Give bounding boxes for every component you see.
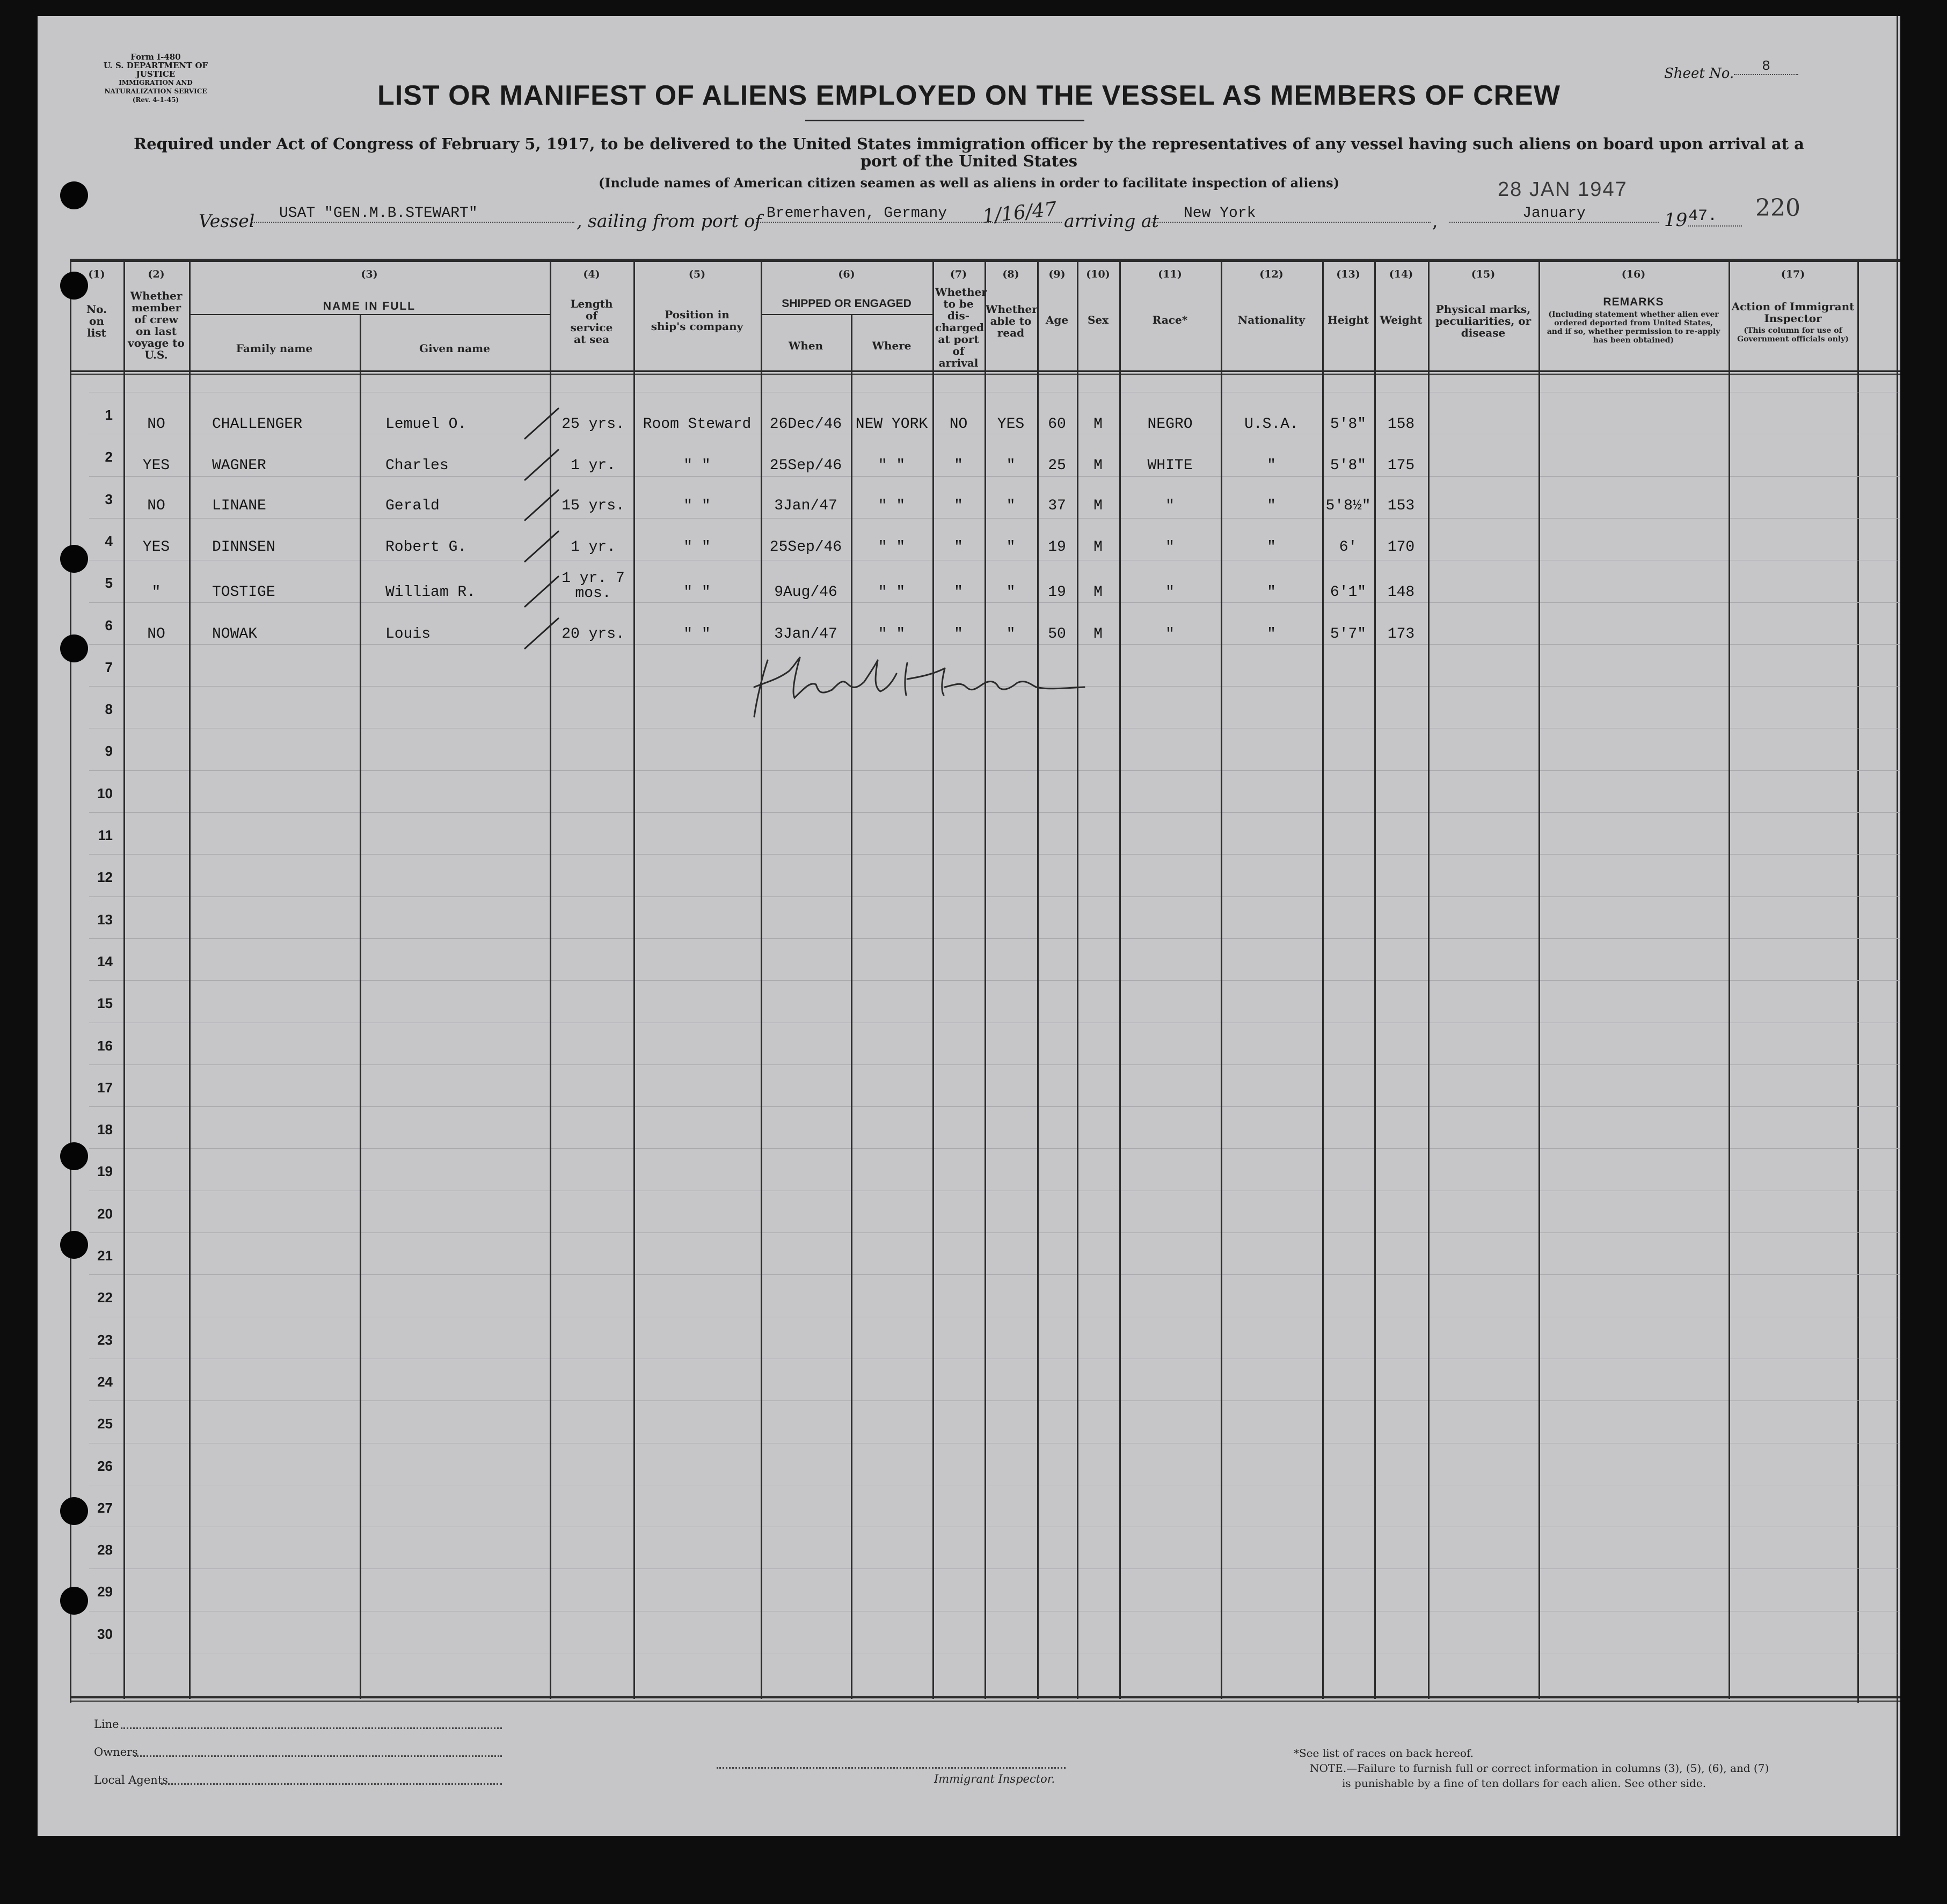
- height-cell: 5'7": [1330, 626, 1367, 643]
- height-cell: 5'8½": [1325, 498, 1371, 514]
- subtitle: [91, 135, 1847, 170]
- form-revision: (Rev. 4-1-45): [132, 96, 179, 104]
- header-height: Height: [1328, 313, 1369, 326]
- binder-hole: [60, 272, 88, 300]
- header-remarks-note: (Including statement whether alien ever ordered deported from United States, and if so, whether permission to re-apply has been obtained): [1547, 310, 1720, 345]
- shipped-when-cell: 25Sep/46: [769, 457, 842, 474]
- discharged-cell: ": [954, 457, 963, 474]
- line-number: 30: [97, 1625, 113, 1642]
- arriving-label: arriving at: [1064, 210, 1159, 231]
- colnum-14: (14): [1389, 268, 1413, 280]
- title-underline: [805, 120, 1084, 121]
- race-cell: ": [1165, 498, 1175, 514]
- colnum-5: (5): [688, 268, 706, 280]
- check-mark-icon: [521, 573, 564, 611]
- length-of-service-cell: 20 yrs.: [562, 626, 625, 643]
- position-cell: Room Steward: [643, 416, 752, 433]
- crew-last-voyage-cell: NO: [147, 498, 165, 514]
- shipped-header-split: [761, 314, 932, 315]
- page-title: LIST OR MANIFEST OF ALIENS EMPLOYED ON THE VESSEL AS MEMBERS OF CREW: [377, 80, 1560, 111]
- binder-hole: [60, 1497, 88, 1525]
- col-divider-12: [1322, 260, 1324, 1699]
- sex-cell: M: [1093, 416, 1103, 433]
- header-sex: Sex: [1087, 313, 1109, 326]
- header-race: Race*: [1152, 313, 1188, 326]
- colnum-7: (7): [950, 268, 967, 280]
- signature-stroke: [793, 658, 832, 698]
- check-mark-icon: [521, 528, 564, 566]
- weight-cell: 158: [1387, 416, 1415, 433]
- col-divider-1: [123, 260, 125, 1699]
- sex-cell: M: [1093, 584, 1103, 601]
- binder-hole: [60, 1587, 88, 1615]
- shipped-where-cell: NEW YORK: [855, 416, 928, 433]
- signature-stroke: [945, 682, 1084, 690]
- signature-stroke: [876, 660, 896, 691]
- age-cell: 37: [1048, 498, 1066, 514]
- header-family-name: Family name: [236, 342, 313, 355]
- colnum-1: (1): [88, 268, 105, 280]
- able-to-read-cell: ": [1006, 626, 1016, 643]
- header-discharged: Whether to be dis-charged at port of arrival: [935, 286, 987, 369]
- length-of-service-cell: 25 yrs.: [562, 416, 625, 433]
- nationality-cell: U.S.A.: [1244, 416, 1299, 433]
- weight-cell: 175: [1387, 457, 1415, 474]
- colnum-2: (2): [148, 268, 165, 280]
- nationality-cell: ": [1267, 457, 1276, 474]
- binder-hole: [60, 1142, 88, 1170]
- position-cell: " ": [683, 539, 711, 556]
- family-name-cell: TOSTIGE: [212, 584, 275, 601]
- date-stamp: 28 JAN 1947: [1498, 178, 1628, 201]
- shipped-where-cell: " ": [878, 626, 906, 643]
- family-name-cell: CHALLENGER: [212, 416, 303, 433]
- line-number: 5: [105, 575, 113, 592]
- nationality-cell: ": [1267, 498, 1276, 514]
- line-number: 24: [97, 1373, 113, 1390]
- discharged-cell: ": [954, 584, 963, 601]
- line-number: 16: [97, 1037, 113, 1054]
- length-of-service-cell: 1 yr.: [570, 457, 616, 474]
- footer-owners-field: [134, 1755, 502, 1757]
- year-suffix: 47.: [1688, 207, 1742, 227]
- age-cell: 50: [1048, 626, 1066, 643]
- crew-last-voyage-cell: NO: [147, 626, 165, 643]
- inspector-signature-line: [717, 1767, 1066, 1769]
- line-number: 21: [97, 1248, 113, 1264]
- shipped-where-cell: " ": [878, 498, 906, 514]
- shipped-when-cell: 25Sep/46: [769, 539, 842, 556]
- check-mark-icon: [521, 447, 564, 484]
- line-number: 12: [97, 869, 113, 886]
- name-subdivider: [360, 314, 361, 1699]
- family-name-cell: LINANE: [212, 498, 266, 514]
- line-number: 3: [105, 491, 113, 507]
- line-number: 10: [97, 785, 113, 801]
- colnum-13: (13): [1336, 268, 1360, 280]
- crew-last-voyage-cell: YES: [142, 539, 170, 556]
- crew-last-voyage-cell: YES: [142, 457, 170, 474]
- line-number: 19: [97, 1163, 113, 1180]
- crew-last-voyage-cell: NO: [147, 416, 165, 433]
- sex-cell: M: [1093, 539, 1103, 556]
- header-crew-last-voyage: Whether member of crew on last voyage to U.S.: [128, 289, 185, 361]
- colnum-9: (9): [1048, 268, 1066, 280]
- colnum-3: (3): [361, 268, 378, 280]
- nationality-cell: ": [1267, 626, 1276, 643]
- footer-agents-field: [161, 1783, 502, 1785]
- sex-cell: M: [1093, 498, 1103, 514]
- colnum-17: (17): [1781, 268, 1805, 280]
- given-name-cell: William R.: [385, 584, 476, 601]
- stamp-number: 220: [1755, 194, 1800, 222]
- able-to-read-cell: ": [1006, 539, 1016, 556]
- signature-stroke: [905, 663, 945, 695]
- line-number: 26: [97, 1457, 113, 1474]
- line-number: 11: [98, 827, 113, 843]
- able-to-read-cell: YES: [997, 416, 1025, 433]
- height-cell: 5'8": [1330, 416, 1367, 433]
- comma-separator: ,: [1432, 210, 1438, 231]
- line-number: 25: [97, 1416, 113, 1432]
- header-action-note: (This column for use of Government officials only): [1737, 326, 1849, 344]
- subtitle-line2: port of the United States: [860, 152, 1078, 170]
- arrival-month: January: [1449, 205, 1659, 223]
- check-mark-icon: [521, 615, 564, 653]
- line-number: 20: [97, 1205, 113, 1222]
- race-cell: ": [1165, 626, 1175, 643]
- colnum-11: (11): [1158, 268, 1182, 280]
- line-number: 2: [105, 449, 113, 465]
- height-cell: 6'1": [1330, 584, 1367, 601]
- able-to-read-cell: ": [1006, 457, 1016, 474]
- header-action-inspector: Action of Immigrant Inspector: [1731, 300, 1855, 325]
- shipped-when-cell: 9Aug/46: [774, 584, 837, 601]
- able-to-read-cell: ": [1006, 584, 1016, 601]
- race-cell: ": [1165, 539, 1175, 556]
- race-cell: WHITE: [1147, 457, 1193, 474]
- signature-stroke: [832, 660, 878, 690]
- line-number: 28: [97, 1542, 113, 1558]
- col-divider-4: [633, 260, 635, 1699]
- position-cell: " ": [683, 626, 711, 643]
- col-divider-15: [1538, 260, 1540, 1699]
- line-number: 23: [97, 1331, 113, 1348]
- weight-cell: 153: [1387, 498, 1415, 514]
- colnum-12: (12): [1259, 268, 1284, 280]
- col-divider-6: [932, 260, 934, 1699]
- footer-line-label: Line: [94, 1718, 119, 1731]
- line-number: 1: [105, 407, 113, 423]
- shipped-when-cell: 3Jan/47: [774, 498, 837, 514]
- form-number: Form I-480: [130, 52, 181, 62]
- colnum-4: (4): [583, 268, 600, 280]
- header-physical-marks: Physical marks, peculiarities, or disease: [1435, 303, 1532, 339]
- race-cell: ": [1165, 584, 1175, 601]
- given-name-cell: Lemuel O.: [385, 416, 467, 433]
- subtitle-line1: Required under Act of Congress of February 5, 1917, to be delivered to the United States immigration officer by the representatives of any vessel having such aliens on board upon arrival at a: [134, 135, 1804, 153]
- line-number: 14: [97, 953, 113, 969]
- header-where: Where: [872, 339, 911, 352]
- sex-cell: M: [1093, 457, 1103, 474]
- family-name-cell: NOWAK: [212, 626, 258, 643]
- penalty-note-line1: NOTE.—Failure to furnish full or correct information in columns (3), (5), (6), and (7): [1310, 1762, 1769, 1775]
- header-length-service: Length of service at sea: [570, 297, 613, 346]
- signature-stroke: [754, 660, 768, 717]
- line-number: 27: [97, 1499, 113, 1516]
- shipped-where-cell: " ": [878, 457, 906, 474]
- vessel-name: USAT "GEN.M.B.STEWART": [252, 205, 574, 223]
- header-weight: Weight: [1380, 313, 1423, 326]
- handwritten-signature: [746, 650, 1090, 725]
- shipped-subdivider: [851, 314, 852, 1699]
- line-number: 4: [105, 532, 113, 549]
- line-number: 8: [105, 701, 113, 718]
- crew-last-voyage-cell: ": [151, 584, 161, 601]
- header-given-name: Given name: [419, 342, 490, 355]
- penalty-note-line2: is punishable by a fine of ten dollars for each alien. See other side.: [1342, 1777, 1707, 1790]
- sex-cell: M: [1093, 626, 1103, 643]
- vessel-label: Vessel: [199, 210, 255, 231]
- sailing-label: , sailing from port of: [577, 210, 762, 231]
- shipped-where-cell: " ": [878, 584, 906, 601]
- form-department: U. S. DEPARTMENT OF JUSTICE: [103, 61, 208, 79]
- weight-cell: 173: [1387, 626, 1415, 643]
- given-name-cell: Charles: [385, 457, 449, 474]
- form-service: IMMIGRATION AND NATURALIZATION SERVICE: [104, 79, 207, 95]
- line-number: 15: [97, 995, 113, 1012]
- height-cell: 5'8": [1330, 457, 1367, 474]
- discharged-cell: ": [954, 498, 963, 514]
- col-divider-16: [1729, 260, 1730, 1699]
- discharged-cell: NO: [949, 416, 968, 433]
- weight-cell: 148: [1387, 584, 1415, 601]
- age-cell: 25: [1048, 457, 1066, 474]
- footer-agents-label: Local Agents: [94, 1774, 169, 1786]
- length-of-service-cell: 15 yrs.: [562, 498, 625, 514]
- port-of-departure: Bremerhaven, Germany: [756, 205, 1062, 223]
- family-name-cell: WAGNER: [212, 457, 266, 474]
- arrival-port: New York: [1151, 205, 1431, 223]
- family-name-cell: DINNSEN: [212, 539, 275, 556]
- given-name-cell: Louis: [385, 626, 431, 643]
- races-note: *See list of races on back hereof.: [1294, 1747, 1474, 1760]
- colnum-6: (6): [838, 268, 855, 280]
- given-name-cell: Robert G.: [385, 539, 467, 556]
- binder-hole: [60, 1231, 88, 1259]
- handwritten-departure-date: 1/16/47: [981, 198, 1058, 228]
- header-name-in-full: NAME IN FULL: [323, 300, 416, 312]
- header-age: Age: [1045, 313, 1069, 326]
- colnum-8: (8): [1002, 268, 1019, 280]
- line-number: 29: [97, 1584, 113, 1600]
- footer-owners-label: Owners: [94, 1746, 138, 1759]
- shipped-where-cell: " ": [878, 539, 906, 556]
- header-shipped-engaged: SHIPPED OR ENGAGED: [782, 297, 911, 310]
- shipped-when-cell: 3Jan/47: [774, 626, 837, 643]
- col-divider-14: [1428, 260, 1430, 1699]
- shipped-when-cell: 26Dec/46: [769, 416, 842, 433]
- colnum-16: (16): [1621, 268, 1646, 280]
- col-divider-7: [985, 260, 986, 1699]
- colnum-15: (15): [1471, 268, 1496, 280]
- position-cell: " ": [683, 498, 711, 514]
- header-no-on-list: No. on list: [86, 303, 107, 339]
- line-number: 9: [105, 743, 113, 760]
- weight-cell: 170: [1387, 539, 1415, 556]
- length-of-service-cell: 1 yr.: [570, 539, 616, 556]
- line-number: 7: [105, 659, 113, 675]
- age-cell: 19: [1048, 539, 1066, 556]
- sheet-number: 8: [1734, 58, 1798, 75]
- able-to-read-cell: ": [1006, 498, 1016, 514]
- subtitle-note: (Include names of American citizen seamen as well as aliens in order to facilitate inspection of aliens): [598, 175, 1340, 191]
- position-cell: " ": [683, 457, 711, 474]
- line-number: 18: [97, 1121, 113, 1138]
- binder-hole: [60, 634, 88, 662]
- discharged-cell: ": [954, 626, 963, 643]
- col-divider-10: [1119, 260, 1121, 1699]
- table-bottom-border-inner: [71, 1701, 1900, 1702]
- given-name-cell: Gerald: [385, 498, 440, 514]
- check-mark-icon: [521, 487, 564, 524]
- col-divider-8: [1037, 260, 1039, 1699]
- discharged-cell: ": [954, 539, 963, 556]
- line-number: 22: [97, 1289, 113, 1306]
- age-cell: 60: [1048, 416, 1066, 433]
- nationality-cell: ": [1267, 539, 1276, 556]
- age-cell: 19: [1048, 584, 1066, 601]
- col-divider-11: [1221, 260, 1222, 1699]
- sheet-label: Sheet No.: [1664, 65, 1734, 82]
- header-when: When: [788, 339, 823, 352]
- check-mark-icon: [521, 405, 564, 443]
- manifest-sheet: [38, 16, 1900, 1836]
- line-number: 6: [105, 617, 113, 633]
- inspector-label: Immigrant Inspector.: [934, 1772, 1055, 1785]
- footer-line-field: [121, 1727, 502, 1729]
- col-divider-13: [1374, 260, 1376, 1699]
- nationality-cell: ": [1267, 584, 1276, 601]
- col-divider-2: [189, 260, 191, 1699]
- line-number: 13: [97, 911, 113, 928]
- year-prefix: 19: [1664, 209, 1688, 231]
- colnum-10: (10): [1086, 268, 1110, 280]
- race-cell: NEGRO: [1147, 416, 1193, 433]
- col-divider-9: [1077, 260, 1078, 1699]
- header-position: Position in ship's company: [651, 308, 743, 333]
- binder-hole: [60, 545, 88, 573]
- length-of-service-cell: 1 yr. 7 mos.: [562, 570, 625, 602]
- height-cell: 6': [1339, 539, 1358, 556]
- position-cell: " ": [683, 584, 711, 601]
- sheet-edge: [1897, 16, 1898, 1836]
- header-remarks: REMARKS: [1603, 296, 1664, 308]
- name-header-split: [189, 314, 550, 315]
- line-number: 17: [97, 1079, 113, 1096]
- header-able-read: Whether able to read: [986, 303, 1038, 339]
- table-left-border: [70, 259, 71, 1703]
- col-divider-5: [761, 260, 762, 1699]
- header-nationality: Nationality: [1238, 313, 1305, 326]
- binder-hole: [60, 181, 88, 209]
